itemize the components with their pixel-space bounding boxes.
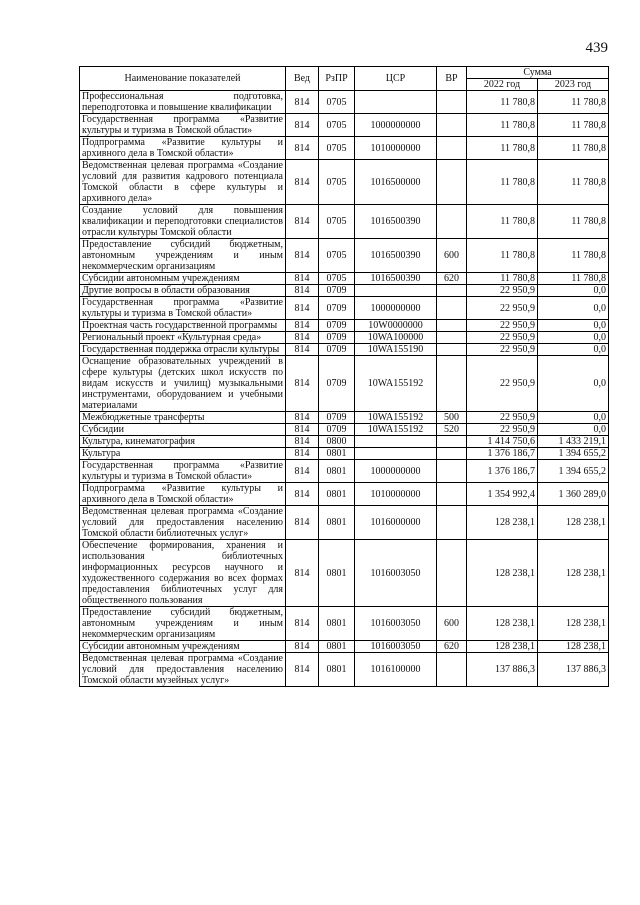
row-rzpr: 0709 xyxy=(319,356,355,412)
row-vr xyxy=(437,285,467,297)
table-row xyxy=(80,91,609,114)
row-vr xyxy=(437,540,467,607)
row-vr xyxy=(437,344,467,356)
row-ved: 814 xyxy=(286,320,319,332)
row-sum-2023: 11 780,8 xyxy=(538,91,609,114)
row-csr: 1000000000 xyxy=(355,114,437,137)
row-ved: 814 xyxy=(286,160,319,205)
row-name: Предоставление субсидий бюджетным, автономным учреждениям и иным некоммерческим организациям xyxy=(80,239,286,273)
row-sum-2023: 11 780,8 xyxy=(538,205,609,239)
row-name: Другие вопросы в области образования xyxy=(80,285,286,297)
row-sum-2023: 0,0 xyxy=(538,424,609,436)
row-vr: 600 xyxy=(437,607,467,641)
row-name: Проектная часть государственной программы xyxy=(80,320,286,332)
row-rzpr: 0709 xyxy=(319,332,355,344)
row-sum-2022: 22 950,9 xyxy=(467,356,538,412)
row-sum-2022: 1 376 186,7 xyxy=(467,448,538,460)
table-row xyxy=(80,460,609,483)
table-body xyxy=(80,91,609,687)
table-row xyxy=(80,273,609,285)
row-sum-2023: 137 886,3 xyxy=(538,653,609,687)
row-csr: 10WA155190 xyxy=(355,344,437,356)
row-csr: 1016500390 xyxy=(355,205,437,239)
row-ved: 814 xyxy=(286,412,319,424)
row-sum-2023: 1 360 289,0 xyxy=(538,483,609,506)
row-vr: 500 xyxy=(437,412,467,424)
row-name: Обеспечение формирования, хранения и использования библиотечных информационных ресурсов научного и художественного содержания во всех формах предоставления библиотечных услуг для общественного пользования xyxy=(80,540,286,607)
row-rzpr: 0705 xyxy=(319,205,355,239)
row-ved: 814 xyxy=(286,483,319,506)
row-vr xyxy=(437,460,467,483)
row-csr xyxy=(355,448,437,460)
row-csr xyxy=(355,436,437,448)
row-sum-2022: 22 950,9 xyxy=(467,285,538,297)
row-rzpr: 0801 xyxy=(319,607,355,641)
row-csr: 1010000000 xyxy=(355,483,437,506)
row-name: Создание условий для повышения квалификации и переподготовки специалистов отрасли культуры Томской области xyxy=(80,205,286,239)
row-sum-2022: 22 950,9 xyxy=(467,424,538,436)
row-name: Оснащение образовательных учреждений в сфере культуры (детских школ искусств по видам искусств и училищ) музыкальными инструментами, оборудованием и учебными материалами xyxy=(80,356,286,412)
row-rzpr: 0705 xyxy=(319,273,355,285)
row-rzpr: 0705 xyxy=(319,114,355,137)
header-rzpr: РзПР xyxy=(319,67,355,91)
row-sum-2022: 1 354 992,4 xyxy=(467,483,538,506)
row-name: Культура, кинематография xyxy=(80,436,286,448)
table-row xyxy=(80,424,609,436)
row-vr xyxy=(437,91,467,114)
row-sum-2022: 128 238,1 xyxy=(467,641,538,653)
row-ved: 814 xyxy=(286,448,319,460)
row-csr: 1016100000 xyxy=(355,653,437,687)
row-rzpr: 0709 xyxy=(319,424,355,436)
row-vr xyxy=(437,297,467,320)
row-ved: 814 xyxy=(286,239,319,273)
row-csr: 1010000000 xyxy=(355,137,437,160)
row-sum-2022: 1 376 186,7 xyxy=(467,460,538,483)
row-csr: 1016003050 xyxy=(355,540,437,607)
row-sum-2022: 128 238,1 xyxy=(467,540,538,607)
row-vr xyxy=(437,356,467,412)
header-sum: Сумма xyxy=(467,67,609,79)
row-csr: 10WA155192 xyxy=(355,356,437,412)
table-row xyxy=(80,607,609,641)
row-sum-2023: 128 238,1 xyxy=(538,506,609,540)
table-row xyxy=(80,653,609,687)
row-sum-2023: 1 394 655,2 xyxy=(538,460,609,483)
row-rzpr: 0800 xyxy=(319,436,355,448)
table-row xyxy=(80,239,609,273)
row-rzpr: 0801 xyxy=(319,641,355,653)
table-row xyxy=(80,114,609,137)
row-sum-2023: 0,0 xyxy=(538,344,609,356)
row-name: Государственная поддержка отрасли культуры xyxy=(80,344,286,356)
row-ved: 814 xyxy=(286,91,319,114)
row-rzpr: 0705 xyxy=(319,239,355,273)
row-sum-2023: 1 433 219,1 xyxy=(538,436,609,448)
row-vr xyxy=(437,436,467,448)
row-ved: 814 xyxy=(286,641,319,653)
row-sum-2022: 128 238,1 xyxy=(467,506,538,540)
row-rzpr: 0709 xyxy=(319,344,355,356)
row-rzpr: 0705 xyxy=(319,137,355,160)
table-row xyxy=(80,320,609,332)
row-sum-2023: 11 780,8 xyxy=(538,273,609,285)
page-number: 439 xyxy=(585,40,608,56)
row-csr: 10WA155192 xyxy=(355,424,437,436)
row-rzpr: 0705 xyxy=(319,160,355,205)
row-csr xyxy=(355,91,437,114)
row-ved: 814 xyxy=(286,205,319,239)
row-sum-2022: 11 780,8 xyxy=(467,273,538,285)
budget-table xyxy=(79,66,609,687)
row-sum-2023: 0,0 xyxy=(538,332,609,344)
row-ved: 814 xyxy=(286,137,319,160)
row-ved: 814 xyxy=(286,114,319,137)
row-vr xyxy=(437,653,467,687)
row-vr xyxy=(437,320,467,332)
row-vr xyxy=(437,506,467,540)
row-sum-2023: 0,0 xyxy=(538,320,609,332)
row-sum-2022: 22 950,9 xyxy=(467,332,538,344)
row-vr: 620 xyxy=(437,641,467,653)
row-rzpr: 0709 xyxy=(319,285,355,297)
row-rzpr: 0709 xyxy=(319,297,355,320)
table-row xyxy=(80,412,609,424)
row-sum-2023: 11 780,8 xyxy=(538,239,609,273)
row-sum-2022: 11 780,8 xyxy=(467,114,538,137)
row-name: Предоставление субсидий бюджетным, автономным учреждениям и иным некоммерческим организациям xyxy=(80,607,286,641)
row-csr: 1000000000 xyxy=(355,297,437,320)
row-name: Субсидии автономным учреждениям xyxy=(80,273,286,285)
row-csr: 1016003050 xyxy=(355,607,437,641)
row-vr xyxy=(437,160,467,205)
row-name: Государственная программа «Развитие культуры и туризма в Томской области» xyxy=(80,297,286,320)
table-row xyxy=(80,540,609,607)
row-name: Ведомственная целевая программа «Создание условий для предоставления населению Томской области библиотечных услуг» xyxy=(80,506,286,540)
row-name: Профессиональная подготовка, переподготовка и повышение квалификации xyxy=(80,91,286,114)
row-vr xyxy=(437,332,467,344)
row-sum-2022: 1 414 750,6 xyxy=(467,436,538,448)
row-ved: 814 xyxy=(286,356,319,412)
table-row xyxy=(80,436,609,448)
header-year-2022: 2022 год xyxy=(467,79,538,91)
table-row xyxy=(80,137,609,160)
table-row xyxy=(80,285,609,297)
row-sum-2022: 11 780,8 xyxy=(467,160,538,205)
header-csr: ЦСР xyxy=(355,67,437,91)
table-row xyxy=(80,506,609,540)
row-vr xyxy=(437,137,467,160)
row-sum-2022: 11 780,8 xyxy=(467,91,538,114)
table-row xyxy=(80,297,609,320)
row-ved: 814 xyxy=(286,436,319,448)
row-rzpr: 0709 xyxy=(319,412,355,424)
row-sum-2022: 128 238,1 xyxy=(467,607,538,641)
row-ved: 814 xyxy=(286,424,319,436)
row-sum-2023: 0,0 xyxy=(538,285,609,297)
row-ved: 814 xyxy=(286,653,319,687)
row-rzpr: 0801 xyxy=(319,653,355,687)
row-csr: 10WA100000 xyxy=(355,332,437,344)
row-ved: 814 xyxy=(286,460,319,483)
row-name: Государственная программа «Развитие культуры и туризма в Томской области» xyxy=(80,114,286,137)
row-ved: 814 xyxy=(286,607,319,641)
row-ved: 814 xyxy=(286,332,319,344)
row-name: Ведомственная целевая программа «Создание условий для развития кадрового потенциала Томской области в сфере культуры и архивного дела» xyxy=(80,160,286,205)
row-sum-2022: 22 950,9 xyxy=(467,297,538,320)
row-sum-2022: 11 780,8 xyxy=(467,137,538,160)
row-name: Субсидии xyxy=(80,424,286,436)
row-vr: 520 xyxy=(437,424,467,436)
row-sum-2023: 0,0 xyxy=(538,412,609,424)
row-sum-2022: 22 950,9 xyxy=(467,344,538,356)
row-sum-2023: 11 780,8 xyxy=(538,114,609,137)
row-name: Культура xyxy=(80,448,286,460)
table-row xyxy=(80,344,609,356)
row-ved: 814 xyxy=(286,285,319,297)
row-name: Подпрограмма «Развитие культуры и архивного дела в Томской области» xyxy=(80,137,286,160)
table-header xyxy=(80,67,609,91)
row-sum-2022: 137 886,3 xyxy=(467,653,538,687)
row-ved: 814 xyxy=(286,297,319,320)
header-ved: Вед xyxy=(286,67,319,91)
row-sum-2022: 11 780,8 xyxy=(467,205,538,239)
row-sum-2022: 22 950,9 xyxy=(467,412,538,424)
row-vr xyxy=(437,205,467,239)
row-sum-2023: 11 780,8 xyxy=(538,160,609,205)
row-name: Подпрограмма «Развитие культуры и архивного дела в Томской области» xyxy=(80,483,286,506)
table-row xyxy=(80,448,609,460)
row-sum-2023: 11 780,8 xyxy=(538,137,609,160)
row-vr xyxy=(437,448,467,460)
table-row xyxy=(80,483,609,506)
header-vr: ВР xyxy=(437,67,467,91)
row-csr: 1016500000 xyxy=(355,160,437,205)
row-csr: 1016500390 xyxy=(355,239,437,273)
row-rzpr: 0801 xyxy=(319,448,355,460)
row-name: Государственная программа «Развитие культуры и туризма в Томской области» xyxy=(80,460,286,483)
row-csr xyxy=(355,285,437,297)
row-sum-2022: 11 780,8 xyxy=(467,239,538,273)
row-name: Региональный проект «Культурная среда» xyxy=(80,332,286,344)
row-csr: 1000000000 xyxy=(355,460,437,483)
row-sum-2023: 128 238,1 xyxy=(538,607,609,641)
row-vr xyxy=(437,114,467,137)
row-sum-2023: 128 238,1 xyxy=(538,540,609,607)
header-year-2023: 2023 год xyxy=(538,79,609,91)
row-sum-2023: 1 394 655,2 xyxy=(538,448,609,460)
row-csr: 1016000000 xyxy=(355,506,437,540)
row-rzpr: 0705 xyxy=(319,91,355,114)
table-row xyxy=(80,641,609,653)
row-csr: 1016500390 xyxy=(355,273,437,285)
row-ved: 814 xyxy=(286,506,319,540)
row-vr xyxy=(437,483,467,506)
row-vr: 620 xyxy=(437,273,467,285)
row-ved: 814 xyxy=(286,344,319,356)
row-sum-2023: 0,0 xyxy=(538,297,609,320)
row-ved: 814 xyxy=(286,540,319,607)
row-rzpr: 0801 xyxy=(319,540,355,607)
row-vr: 600 xyxy=(437,239,467,273)
row-csr: 10W0000000 xyxy=(355,320,437,332)
row-rzpr: 0801 xyxy=(319,483,355,506)
table-row xyxy=(80,332,609,344)
row-sum-2023: 0,0 xyxy=(538,356,609,412)
row-sum-2022: 22 950,9 xyxy=(467,320,538,332)
row-rzpr: 0801 xyxy=(319,460,355,483)
row-ved: 814 xyxy=(286,273,319,285)
row-rzpr: 0709 xyxy=(319,320,355,332)
row-name: Межбюджетные трансферты xyxy=(80,412,286,424)
row-rzpr: 0801 xyxy=(319,506,355,540)
row-name: Субсидии автономным учреждениям xyxy=(80,641,286,653)
table-row xyxy=(80,205,609,239)
row-csr: 10WA155192 xyxy=(355,412,437,424)
row-csr: 1016003050 xyxy=(355,641,437,653)
header-name: Наименование показателей xyxy=(80,67,286,91)
table-row xyxy=(80,356,609,412)
table-row xyxy=(80,160,609,205)
row-name: Ведомственная целевая программа «Создание условий для предоставления населению Томской области музейных услуг» xyxy=(80,653,286,687)
row-sum-2023: 128 238,1 xyxy=(538,641,609,653)
